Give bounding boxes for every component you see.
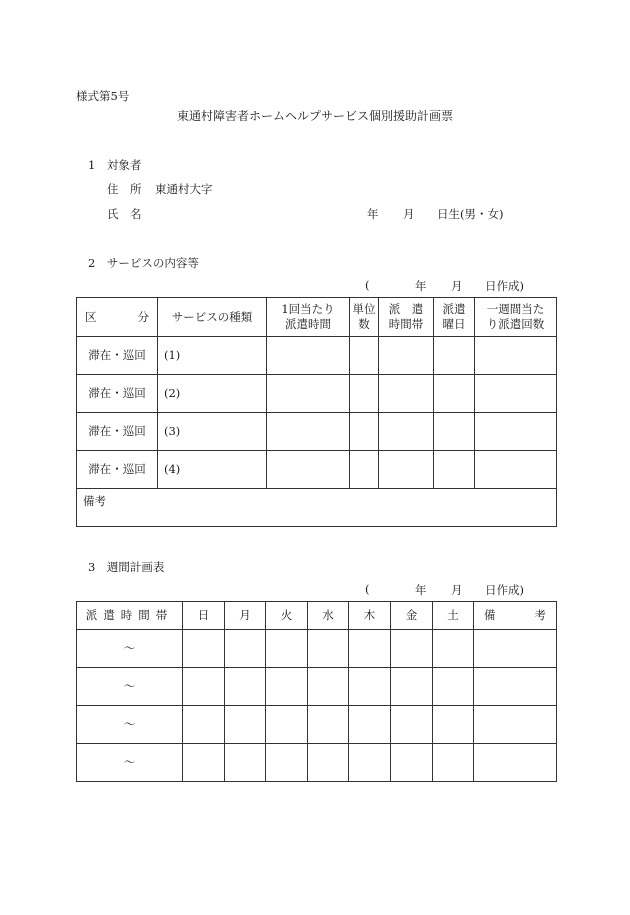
header-dispatch-band-line2: 時間帯 <box>388 317 424 331</box>
section2-date-year: 年 <box>415 279 427 293</box>
header-units <box>350 298 379 337</box>
header-time-per-visit-line2: 派遣時間 <box>285 317 331 331</box>
header-kubun-a: 区 <box>85 309 97 324</box>
day-cell[interactable] <box>349 744 391 782</box>
birth-month: 月 <box>403 207 415 221</box>
time-per-visit-cell[interactable] <box>267 413 350 451</box>
remarks-cell[interactable] <box>474 630 557 668</box>
header-time-band: 派遣時間帯 <box>77 602 183 630</box>
header-dispatch-day-line2: 曜日 <box>442 317 466 331</box>
day-cell[interactable] <box>433 706 474 744</box>
day-cell[interactable] <box>349 706 391 744</box>
birth-day-gender: 日生(男・女) <box>437 207 504 221</box>
header-weekly-count <box>475 298 557 337</box>
header-dispatch-day-line1: 派遣 <box>442 302 466 316</box>
dispatch-band-cell[interactable] <box>379 337 434 375</box>
service-category-cell: 滞在・巡回 <box>77 337 158 375</box>
address-label: 住 所 <box>107 182 142 196</box>
units-cell[interactable] <box>350 413 379 451</box>
time-per-visit-cell[interactable] <box>267 337 350 375</box>
day-cell[interactable] <box>391 630 433 668</box>
dispatch-band-cell[interactable] <box>379 451 434 489</box>
remarks-cell[interactable] <box>474 668 557 706</box>
time-per-visit-cell[interactable] <box>267 375 350 413</box>
header-weekly-count-line2: り派遣回数 <box>486 317 545 331</box>
day-cell[interactable] <box>183 744 225 782</box>
section3-date-year: 年 <box>415 583 427 597</box>
service-row <box>77 451 557 489</box>
weekly-count-cell[interactable] <box>475 413 557 451</box>
birth-year: 年 <box>367 207 379 221</box>
day-cell[interactable] <box>225 668 266 706</box>
section3-date-month: 月 <box>451 583 463 597</box>
header-time-per-visit <box>267 298 350 337</box>
header-day-tue: 火 <box>266 602 308 630</box>
header-dispatch-band-line1: 派 遣 <box>388 302 424 316</box>
day-cell[interactable] <box>433 668 474 706</box>
section2-date-suffix: 日作成) <box>485 279 524 293</box>
service-row <box>77 413 557 451</box>
service-row <box>77 375 557 413</box>
weekly-count-cell[interactable] <box>475 451 557 489</box>
page-title: 東通村障害者ホームヘルプサービス個別援助計画票 <box>176 109 453 123</box>
remarks-row <box>77 489 557 527</box>
header-day-thu: 木 <box>349 602 391 630</box>
header-day-sun: 日 <box>183 602 225 630</box>
header-units-line2: 数 <box>358 317 370 331</box>
weekly-row <box>77 668 557 706</box>
service-type-cell: (3) <box>158 413 267 451</box>
service-type-cell: (2) <box>158 375 267 413</box>
header-day-fri: 金 <box>391 602 433 630</box>
weekly-count-cell[interactable] <box>475 337 557 375</box>
section1-heading: 1 対象者 <box>88 158 142 172</box>
service-row <box>77 337 557 375</box>
day-cell[interactable] <box>391 668 433 706</box>
day-cell[interactable] <box>225 706 266 744</box>
dispatch-band-cell[interactable] <box>379 413 434 451</box>
section2-date-open: ( <box>365 278 370 292</box>
day-cell[interactable] <box>225 744 266 782</box>
time-band-cell[interactable]: ～ <box>77 668 183 706</box>
day-cell[interactable] <box>391 706 433 744</box>
service-type-cell: (4) <box>158 451 267 489</box>
remarks-cell[interactable]: 備考 <box>77 489 557 527</box>
day-cell[interactable] <box>266 744 308 782</box>
dispatch-day-cell[interactable] <box>434 451 475 489</box>
service-header-row <box>77 298 557 337</box>
header-day-mon: 月 <box>225 602 266 630</box>
dispatch-band-cell[interactable] <box>379 375 434 413</box>
header-remarks <box>474 602 557 630</box>
section2-date-month: 月 <box>451 279 463 293</box>
dispatch-day-cell[interactable] <box>434 375 475 413</box>
day-cell[interactable] <box>225 630 266 668</box>
dispatch-day-cell[interactable] <box>434 337 475 375</box>
day-cell[interactable] <box>308 706 349 744</box>
day-cell[interactable] <box>308 630 349 668</box>
units-cell[interactable] <box>350 337 379 375</box>
form-number: 様式第5号 <box>76 89 130 103</box>
section3-heading: 3 週間計画表 <box>88 560 165 574</box>
header-dispatch-day <box>434 298 475 337</box>
day-cell[interactable] <box>183 706 225 744</box>
day-cell[interactable] <box>349 668 391 706</box>
section3-date-open: ( <box>365 582 370 596</box>
header-units-line1: 単位 <box>352 302 376 316</box>
day-cell[interactable] <box>183 630 225 668</box>
service-type-cell: (1) <box>158 337 267 375</box>
weekly-plan-table <box>76 601 557 782</box>
weekly-row <box>77 630 557 668</box>
day-cell[interactable] <box>433 630 474 668</box>
time-band-cell[interactable]: ～ <box>77 630 183 668</box>
header-remarks-a: 備 <box>484 608 496 622</box>
time-per-visit-cell[interactable] <box>267 451 350 489</box>
day-cell[interactable] <box>391 744 433 782</box>
section2-heading: 2 サービスの内容等 <box>88 256 199 270</box>
day-cell[interactable] <box>433 744 474 782</box>
section3-date-suffix: 日作成) <box>485 583 524 597</box>
day-cell[interactable] <box>266 630 308 668</box>
service-category-cell: 滞在・巡回 <box>77 375 158 413</box>
service-category-cell: 滞在・巡回 <box>77 413 158 451</box>
time-band-cell[interactable]: ～ <box>77 706 183 744</box>
units-cell[interactable] <box>350 375 379 413</box>
address-value: 東通村大字 <box>155 182 213 196</box>
header-weekly-count-line1: 一週間当た <box>486 302 545 316</box>
day-cell[interactable] <box>266 706 308 744</box>
weekly-row <box>77 706 557 744</box>
day-cell[interactable] <box>308 744 349 782</box>
header-service-type: サービスの種類 <box>158 298 267 337</box>
units-cell[interactable] <box>350 451 379 489</box>
header-dispatch-band <box>379 298 434 337</box>
weekly-row <box>77 744 557 782</box>
day-cell[interactable] <box>308 668 349 706</box>
name-label: 氏 名 <box>107 207 142 221</box>
weekly-header-row <box>77 602 557 630</box>
header-day-sat: 土 <box>433 602 474 630</box>
remarks-cell[interactable] <box>474 744 557 782</box>
day-cell[interactable] <box>349 630 391 668</box>
dispatch-day-cell[interactable] <box>434 413 475 451</box>
header-day-wed: 水 <box>308 602 349 630</box>
day-cell[interactable] <box>183 668 225 706</box>
remarks-cell[interactable] <box>474 706 557 744</box>
service-category-cell: 滞在・巡回 <box>77 451 158 489</box>
header-kubun <box>77 298 158 337</box>
header-remarks-b: 考 <box>534 608 546 622</box>
weekly-count-cell[interactable] <box>475 375 557 413</box>
header-kubun-b: 分 <box>137 309 149 324</box>
time-band-cell[interactable]: ～ <box>77 744 183 782</box>
header-time-per-visit-line1: 1回当たり <box>281 302 335 316</box>
day-cell[interactable] <box>266 668 308 706</box>
service-content-table <box>76 297 557 527</box>
